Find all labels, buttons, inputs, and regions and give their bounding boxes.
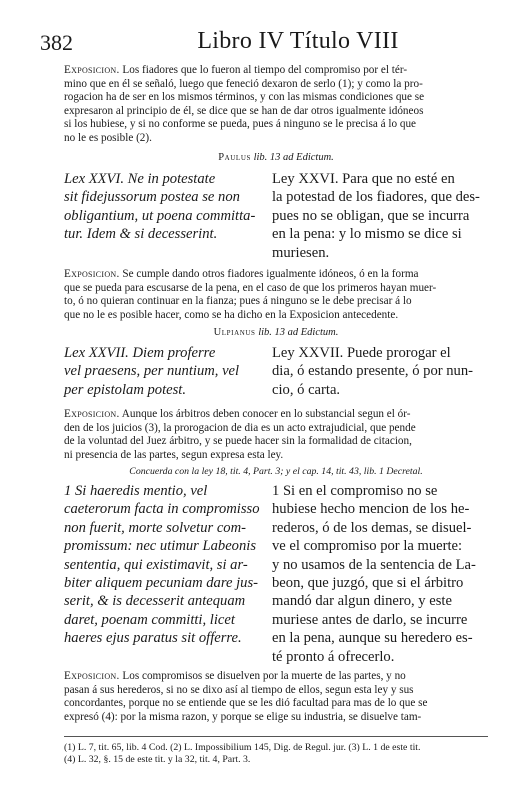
- law-27-latin: [64, 344, 264, 399]
- footnote-line: (4) L. 32, §. 15 de este tit. y la 32, tit. 4, Part. 3.: [64, 754, 251, 765]
- law-26-spanish: [272, 170, 494, 262]
- text-line: mino que en él se señaló, luego que feneció dexaron de serlo (1); y como la pro-: [64, 77, 423, 90]
- text-line: sententia, qui existimavit, si ar-: [64, 556, 248, 573]
- text-line: tur. Idem & si decesserint.: [64, 226, 218, 243]
- text-line: y no usamos de la sentencia de La-: [272, 556, 476, 573]
- text-line: que no le es posible hacer, como se ha dicho en la Exposicion antecedente.: [64, 308, 399, 321]
- text-line: concordantes, porque no se entiende que se les dió facultad para mas de lo que se: [64, 697, 428, 710]
- text-line: que se pueda para escusarse de la pena, en el caso de que los primeros hayan muer-: [64, 281, 437, 294]
- text-line: rederos, ó de los demas, se disuel-: [272, 519, 472, 536]
- text-line: Ley XXVI. Para que no esté en: [272, 171, 455, 187]
- text-line: mandó dar algun dinero, y este: [272, 593, 452, 610]
- text-line: pues no se obligan, que se incurra: [272, 207, 470, 224]
- footnotes: [64, 742, 488, 766]
- text-line: den de los juicios (3), la prorogacion de dia es un acto extrajudicial, que pende: [64, 421, 416, 434]
- text-line: 1 Si en el compromiso no se: [272, 483, 438, 499]
- footnote-line: (1) L. 7, tit. 65, lib. 4 Cod. (2) L. Impossibilium 145, Dig. de Regul. jur. (3) L. 1 de este tit.: [64, 742, 421, 753]
- law-27-spanish: [272, 344, 494, 399]
- exposition-label: Exposicion.: [64, 408, 120, 420]
- text-line: dia, ó estando presente, ó por nun-: [272, 363, 474, 380]
- text-line: vel praesens, per nuntium, vel: [64, 363, 240, 380]
- citation-author: Paulus: [218, 152, 251, 163]
- text-line: de la voluntad del Juez árbitro, y se puede hacer sin la formalidad de citacion,: [64, 435, 412, 448]
- footnote-divider: [64, 736, 488, 737]
- exposition-2: [64, 268, 488, 322]
- text-line: Los compromisos se disuelven por la muerte de las partes, y no: [122, 670, 406, 682]
- text-line: no le es posible (2).: [64, 131, 152, 144]
- exposition-label: Exposicion.: [64, 268, 120, 280]
- text-line: expresó (4): por la misma razon, y porque se elige su industria, se disuelve tam-: [64, 710, 422, 723]
- text-line: expresaron al principio de él, se dice que se han de dar otros igualmente idóneos: [64, 104, 424, 117]
- citation-ref: lib. 13 ad Edictum.: [253, 152, 334, 163]
- text-line: Se cumple dando otros fiadores igualmente idóneos, ó en la forma: [122, 268, 419, 280]
- text-line: biter aliquem pecuniam dare jus-: [64, 575, 259, 592]
- page-header-title: Libro IV Título VIII: [197, 28, 399, 54]
- text-line: non fuerit, morte solvetur com-: [64, 519, 246, 536]
- page-number: 382: [40, 30, 73, 55]
- text-line: haeres ejus paratus sit offerre.: [64, 630, 242, 647]
- text-line: rogacion ha de ser en los mismos términos, y con las mismas condiciones que se: [64, 91, 425, 104]
- text-line: Ley XXVII. Puede prorogar el: [272, 345, 451, 361]
- text-line: Aunque los árbitros deben conocer en lo substancial segun el ór-: [121, 408, 411, 420]
- exposition-label: Exposicion.: [64, 670, 120, 682]
- text-line: muriese antes de darlo, se incurre: [272, 611, 468, 628]
- citation-author: Ulpianus: [213, 327, 256, 338]
- text-line: pasan á sus herederos, si no se dixo así al tiempo de ellos, segun esta ley y sus: [64, 683, 414, 696]
- text-line: Lex XXVI. Ne in potestate: [64, 171, 216, 187]
- text-line: en la pena: y lo mismo se dice si: [272, 226, 462, 243]
- law-paragraph-1-spanish: [272, 482, 494, 666]
- text-line: té pronto á ofrecerlo.: [272, 648, 395, 665]
- citation-ulpianus: [64, 327, 488, 338]
- text-line: beon, que juzgó, que si el árbitro: [272, 575, 464, 592]
- exposition-3: [64, 408, 488, 462]
- text-line: 1 Si haeredis mentio, vel: [64, 483, 208, 499]
- citation-ref: lib. 13 ad Edictum.: [258, 327, 339, 338]
- text-line: caeterorum facta in compromisso: [64, 501, 260, 518]
- text-line: muriesen.: [272, 244, 330, 261]
- text-line: serit, & is decesserit antequam: [64, 593, 246, 610]
- text-line: Los fiadores que lo fueron al tiempo del compromiso por el tér-: [122, 64, 408, 76]
- text-line: si los hubiese, y si no conforme se pueda, pues á ninguno se le precisa á lo que: [64, 118, 417, 131]
- exposition-1: [64, 64, 488, 146]
- text-line: promissum: nec utimur Labeonis: [64, 538, 257, 555]
- text-line: to, ó no quieran continuar en la fianza; pues á ninguno se le debe precisar á lo: [64, 295, 412, 308]
- citation-paulus: [64, 152, 488, 163]
- exposition-4: [64, 670, 488, 724]
- text-line: en la pena, aunque su heredero es-: [272, 630, 473, 647]
- text-line: hubiese hecho mencion de los he-: [272, 501, 470, 518]
- text-line: daret, poenam committi, licet: [64, 611, 235, 628]
- text-line: obligantium, ut poena committa-: [64, 207, 256, 224]
- text-line: sit fidejussorum postea se non: [64, 189, 240, 206]
- concordance-note: Concuerda con la ley 18, tit. 4, Part. 3; y el cap. 14, tit. 43, lib. 1 Decretal.: [129, 466, 423, 477]
- law-paragraph-1-latin: [64, 482, 264, 648]
- text-line: Lex XXVII. Diem proferre: [64, 345, 216, 361]
- text-line: la potestad de los fiadores, que des-: [272, 189, 480, 206]
- exposition-label: Exposicion.: [64, 64, 120, 76]
- law-26-latin: [64, 170, 264, 244]
- text-line: cio, ó carta.: [272, 381, 341, 398]
- text-line: per epistolam potest.: [64, 381, 187, 398]
- text-line: ni presencia de las partes, segun expresa esta ley.: [64, 448, 284, 461]
- text-line: ve el compromiso por la muerte:: [272, 538, 463, 555]
